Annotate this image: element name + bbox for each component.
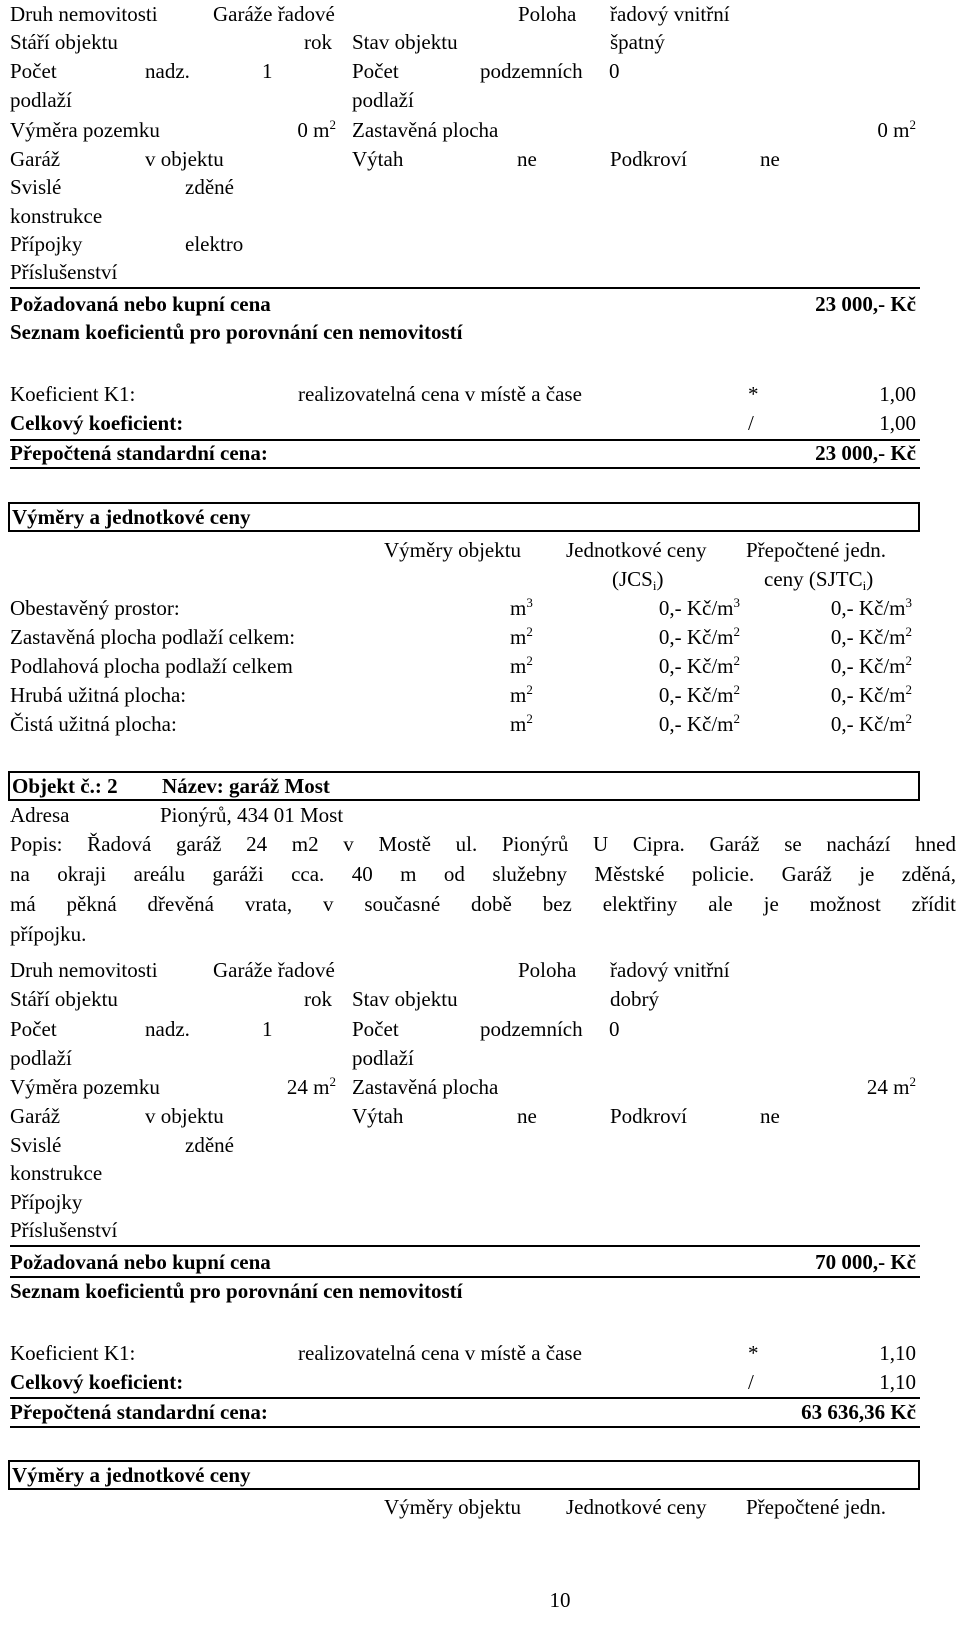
label-prislusenstvi: Příslušenství: [10, 260, 118, 284]
area-row-label: Zastavěná plocha podlaží celkem:: [10, 625, 296, 649]
address-label: Adresa: [10, 803, 70, 827]
total-coef-op: /: [748, 1370, 754, 1394]
area-row-jcs: 0,- $Kč/m^2$: [658, 682, 740, 707]
k1-value: 1,10: [879, 1341, 916, 1365]
label-pocet-podz-b: podzemních: [480, 1017, 583, 1041]
total-coef-label: Celkový koeficient:: [10, 411, 184, 435]
area-row-jcs: 0,- $Kč/m^2$: [658, 653, 740, 678]
area-row-label: Podlahová plocha podlaží celkem: [10, 654, 293, 678]
divider: [10, 1397, 920, 1399]
area-row-unit: $m^2$: [510, 682, 533, 707]
label-pocet-nadz-b: nadz.: [145, 59, 190, 83]
divider: [10, 287, 920, 289]
value-vytah: ne: [517, 1104, 537, 1128]
area-row-sjtc: 0,- $Kč/m^2$: [830, 711, 912, 736]
value-pripojky: elektro: [185, 232, 244, 256]
divider: [10, 1426, 920, 1428]
k1-op: *: [748, 1341, 759, 1365]
label-pocet-nadz-c: podlaží: [10, 88, 72, 112]
section-box-areas: [8, 502, 920, 532]
label-pripojky: Přípojky: [10, 232, 83, 256]
value-zast: 24 $m^2$: [866, 1074, 916, 1099]
label-vymera: Výměra pozemku: [10, 1075, 160, 1099]
unit-stari: rok: [304, 30, 332, 54]
label-pocet-nadz-b: nadz.: [145, 1017, 190, 1041]
coef-title: Seznam koeficientů pro porovnání cen nemovitostí: [10, 320, 463, 344]
value-poloha: řadový vnitřní: [610, 2, 730, 26]
label-svisle-b: konstrukce: [10, 1161, 103, 1185]
label-pocet-nadz-a: Počet: [10, 59, 57, 83]
std-price-label: Přepočtená standardní cena:: [10, 441, 268, 465]
value-zast: 0 $m^2$: [877, 117, 916, 142]
description-line: Popis: Řadová garáž 24 m2 v Mostě ul. Pionýrů U Cipra. Garáž se nachází hned: [10, 832, 956, 856]
address-value: Pionýrů, 434 01 Most: [160, 803, 344, 827]
label-garaz: Garáž: [10, 147, 61, 171]
area-row-label: Obestavěný prostor:: [10, 596, 180, 620]
area-row-jcs: 0,- $Kč/m^3$: [658, 595, 740, 620]
k1-desc: realizovatelná cena v místě a čase: [298, 1341, 582, 1365]
k1-label: Koeficient K1:: [10, 382, 136, 406]
std-price-label: Přepočtená standardní cena:: [10, 1400, 268, 1424]
label-pocet-nadz-a: Počet: [10, 1017, 57, 1041]
area-row-unit: $m^2$: [510, 653, 533, 678]
label-svisle-a: Svislé: [10, 175, 62, 199]
divider: [10, 1245, 920, 1247]
value-svisle: zděné: [185, 1133, 234, 1157]
total-coef-op: /: [748, 411, 754, 435]
label-pocet-podz-c: podlaží: [352, 88, 414, 112]
label-pocet-podz-a: Počet: [352, 1017, 399, 1041]
value-vytah: ne: [517, 147, 537, 171]
areas-header-prepoctene: Přepočtené jedn.: [746, 1495, 886, 1519]
areas-title: Výměry a jednotkové ceny: [12, 1463, 251, 1487]
label-podkrovi: Podkroví: [610, 1104, 688, 1128]
section-box-areas: [8, 1460, 920, 1490]
area-row-jcs: 0,- $Kč/m^2$: [658, 624, 740, 649]
value-poloha: řadový vnitřní: [610, 958, 730, 982]
price-label: Požadovaná nebo kupní cena: [10, 292, 271, 316]
value-stav: dobrý: [610, 987, 659, 1011]
value-podkrovi: ne: [760, 147, 780, 171]
label-pocet-podz-b: podzemních: [480, 59, 583, 83]
areas-header-vymery: Výměry objektu: [384, 1495, 522, 1519]
areas-header-jednotkove: Jednotkové ceny: [566, 538, 707, 562]
k1-op: *: [748, 382, 759, 406]
total-coef-value: 1,00: [879, 411, 916, 435]
label-poloha: Poloha: [518, 958, 577, 982]
description-line: přípojku.: [10, 922, 87, 946]
label-pocet-nadz-c: podlaží: [10, 1046, 72, 1070]
label-zast: Zastavěná plocha: [352, 118, 499, 142]
k1-value: 1,00: [879, 382, 916, 406]
area-row-sjtc: 0,- $Kč/m^3$: [830, 595, 912, 620]
area-row-unit: $m^2$: [510, 624, 533, 649]
label-vytah: Výtah: [352, 1104, 404, 1128]
areas-subheader-sjtc: ceny $(SJTC_i)$: [764, 567, 874, 593]
label-svisle-a: Svislé: [10, 1133, 62, 1157]
area-row-sjtc: 0,- $Kč/m^2$: [830, 653, 912, 678]
price-value: 70 000,- Kč: [815, 1250, 916, 1274]
label-svisle-b: konstrukce: [10, 204, 103, 228]
k1-label: Koeficient K1:: [10, 1341, 136, 1365]
area-row-jcs: 0,- $Kč/m^2$: [658, 711, 740, 736]
value-druh: Garáže řadové: [213, 2, 335, 26]
areas-header-vymery: Výměry objektu: [384, 538, 522, 562]
coef-title: Seznam koeficientů pro porovnání cen nemovitostí: [10, 1279, 463, 1303]
total-coef-label: Celkový koeficient:: [10, 1370, 184, 1394]
label-prislusenstvi: Příslušenství: [10, 1218, 118, 1242]
value-pocet-nadz: 1: [262, 1017, 273, 1041]
object-number: Objekt č.: 2: [12, 774, 118, 798]
unit-stari: rok: [304, 987, 332, 1011]
area-row-unit: $m^2$: [510, 711, 533, 736]
page-number: 10: [549, 1588, 571, 1612]
value-pocet-podz: 0: [609, 1017, 620, 1041]
std-price-value: 63 636,36 Kč: [801, 1400, 916, 1424]
areas-title: Výměry a jednotkové ceny: [12, 505, 251, 529]
label-pocet-podz-c: podlaží: [352, 1046, 414, 1070]
label-stari: Stáří objektu: [10, 987, 118, 1011]
label-pripojky: Přípojky: [10, 1190, 83, 1214]
label-zast: Zastavěná plocha: [352, 1075, 499, 1099]
value-pocet-nadz: 1: [262, 59, 273, 83]
value-druh: Garáže řadové: [213, 958, 335, 982]
value-pocet-podz: 0: [609, 59, 620, 83]
description-line: na okraji areálu garáži cca. 40 m od služebny Městské policie. Garáž je zděná,: [10, 862, 956, 886]
value-garaz: v objektu: [145, 147, 224, 171]
value-vymera: 0 $m^2$: [297, 117, 336, 142]
std-price-value: 23 000,- Kč: [815, 441, 916, 465]
value-garaz: v objektu: [145, 1104, 224, 1128]
area-row-label: Čistá užitná plocha:: [10, 712, 177, 736]
value-podkrovi: ne: [760, 1104, 780, 1128]
k1-desc: realizovatelná cena v místě a čase: [298, 382, 582, 406]
price-label: Požadovaná nebo kupní cena: [10, 1250, 271, 1274]
label-vytah: Výtah: [352, 147, 404, 171]
label-druh: Druh nemovitosti: [10, 958, 158, 982]
area-row-unit: $m^3$: [510, 595, 533, 620]
value-svisle: zděné: [185, 175, 234, 199]
areas-header-prepoctene: Přepočtené jedn.: [746, 538, 886, 562]
label-poloha: Poloha: [518, 2, 577, 26]
label-vymera: Výměra pozemku: [10, 118, 160, 142]
object-name: Název: garáž Most: [162, 774, 330, 798]
value-vymera: 24 $m^2$: [286, 1074, 336, 1099]
area-row-sjtc: 0,- $Kč/m^2$: [830, 624, 912, 649]
label-garaz: Garáž: [10, 1104, 61, 1128]
area-row-label: Hrubá užitná plocha:: [10, 683, 187, 707]
divider: [10, 1276, 920, 1278]
label-podkrovi: Podkroví: [610, 147, 688, 171]
areas-header-jednotkove: Jednotkové ceny: [566, 1495, 707, 1519]
divider: [10, 467, 920, 469]
label-druh: Druh nemovitosti: [10, 2, 158, 26]
label-stav: Stav objektu: [352, 30, 458, 54]
label-pocet-podz-a: Počet: [352, 59, 399, 83]
areas-subheader-jcs: $(JCS_i)$: [612, 567, 664, 593]
description-line: má pěkná dřevěná vrata, v současné době bez elektřiny ale je možnost zřídit: [10, 892, 956, 916]
area-row-sjtc: 0,- $Kč/m^2$: [830, 682, 912, 707]
object-header-box: [8, 771, 920, 801]
value-stav: špatný: [610, 30, 665, 54]
price-value: 23 000,- Kč: [815, 292, 916, 316]
label-stari: Stáří objektu: [10, 30, 118, 54]
total-coef-value: 1,10: [879, 1370, 916, 1394]
label-stav: Stav objektu: [352, 987, 458, 1011]
